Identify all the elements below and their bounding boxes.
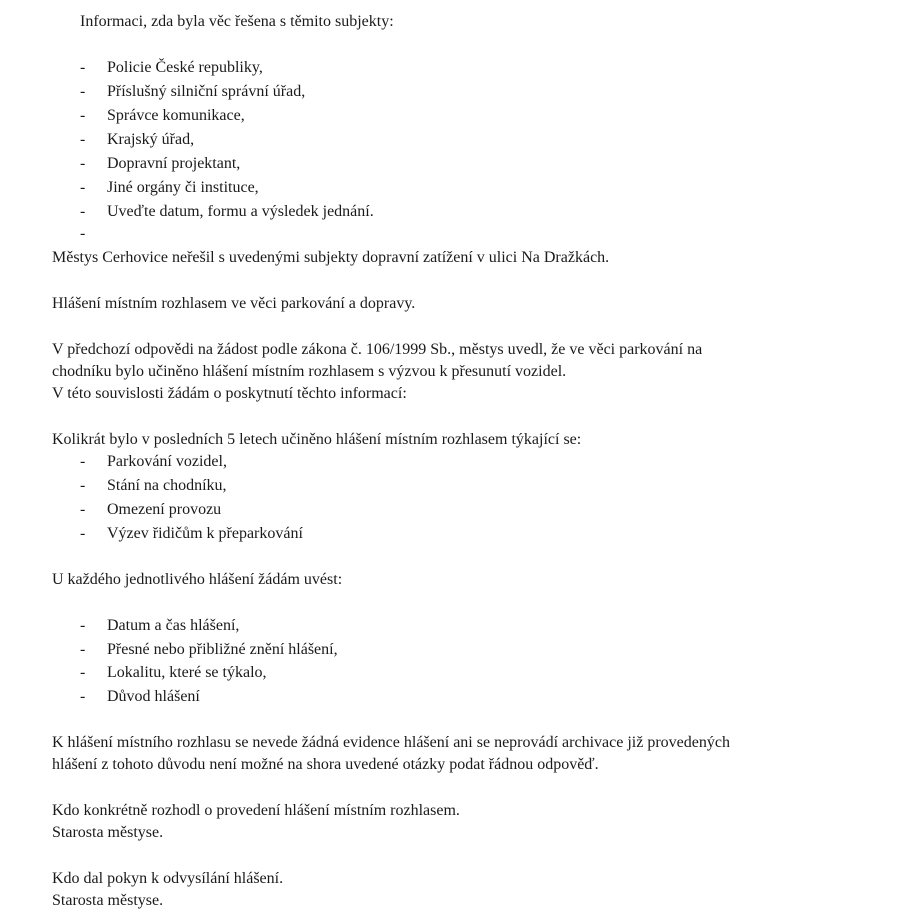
- section4-answer: Starosta městyse.: [52, 824, 164, 841]
- list-bullet: -: [80, 641, 86, 658]
- section2-question: Kolikrát bylo v posledních 5 letech učiněno hlášení místním rozhlasem týkající se:: [52, 431, 582, 448]
- list-bullet: -: [80, 688, 86, 705]
- section3-answer-line: hlášení z tohoto důvodu není možné na shora uvedené otázky podat řádnou odpověď.: [52, 756, 599, 773]
- list-item: Dopravní projektant,: [107, 155, 241, 172]
- section2-para-line: V této souvislosti žádám o poskytnutí těchto informací:: [52, 385, 407, 402]
- section1-answer: Městys Cerhovice neřešil s uvedenými subjekty dopravní zatížení v ulici Na Dražkách.: [52, 249, 610, 266]
- list-item: Jiné orgány či instituce,: [107, 179, 259, 196]
- list-bullet: -: [80, 477, 86, 494]
- list-item: Policie České republiky,: [107, 59, 263, 76]
- section3-intro: U každého jednotlivého hlášení žádám uvést:: [52, 571, 343, 588]
- list-item: Omezení provozu: [107, 501, 222, 518]
- list-bullet: -: [80, 155, 86, 172]
- list-item: Výzev řidičům k přeparkování: [107, 525, 303, 542]
- list-bullet: -: [80, 107, 86, 124]
- list-item: Důvod hlášení: [107, 688, 200, 705]
- list-bullet: -: [80, 203, 86, 220]
- list-bullet: -: [80, 525, 86, 542]
- list-item: Uveďte datum, formu a výsledek jednání.: [107, 203, 374, 220]
- list-bullet: -: [80, 83, 86, 100]
- list-bullet: -: [80, 453, 86, 470]
- list-item: Parkování vozidel,: [107, 453, 227, 470]
- section2-heading: Hlášení místním rozhlasem ve věci parkování a dopravy.: [52, 295, 416, 312]
- list-bullet: -: [80, 225, 86, 242]
- list-bullet: -: [80, 131, 86, 148]
- list-bullet: -: [80, 664, 86, 681]
- section3-answer-line: K hlášení místního rozhlasu se nevede žádná evidence hlášení ani se neprovádí archivace již provedených: [52, 734, 730, 751]
- section2-para-line: chodníku bylo učiněno hlášení místním rozhlasem s výzvou k přesunutí vozidel.: [52, 363, 567, 380]
- section4-question: Kdo konkrétně rozhodl o provedení hlášení místním rozhlasem.: [52, 802, 460, 819]
- list-item: Datum a čas hlášení,: [107, 617, 240, 634]
- list-item: Krajský úřad,: [107, 131, 195, 148]
- list-item: Příslušný silniční správní úřad,: [107, 83, 306, 100]
- section2-para-line: V předchozí odpovědi na žádost podle zákona č. 106/1999 Sb., městys uvedl, že ve věci parkování na: [52, 341, 703, 358]
- list-item: Správce komunikace,: [107, 107, 245, 124]
- list-bullet: -: [80, 501, 86, 518]
- list-item: Stání na chodníku,: [107, 477, 227, 494]
- section1-intro: Informaci, zda byla věc řešena s těmito subjekty:: [80, 13, 394, 30]
- section4-answer: Starosta městyse.: [52, 892, 164, 909]
- list-bullet: -: [80, 59, 86, 76]
- list-bullet: -: [80, 617, 86, 634]
- list-bullet: -: [80, 179, 86, 196]
- section4-question: Kdo dal pokyn k odvysílání hlášení.: [52, 870, 284, 887]
- list-item: Lokalitu, které se týkalo,: [107, 664, 267, 681]
- list-item: Přesné nebo přibližné znění hlášení,: [107, 641, 338, 658]
